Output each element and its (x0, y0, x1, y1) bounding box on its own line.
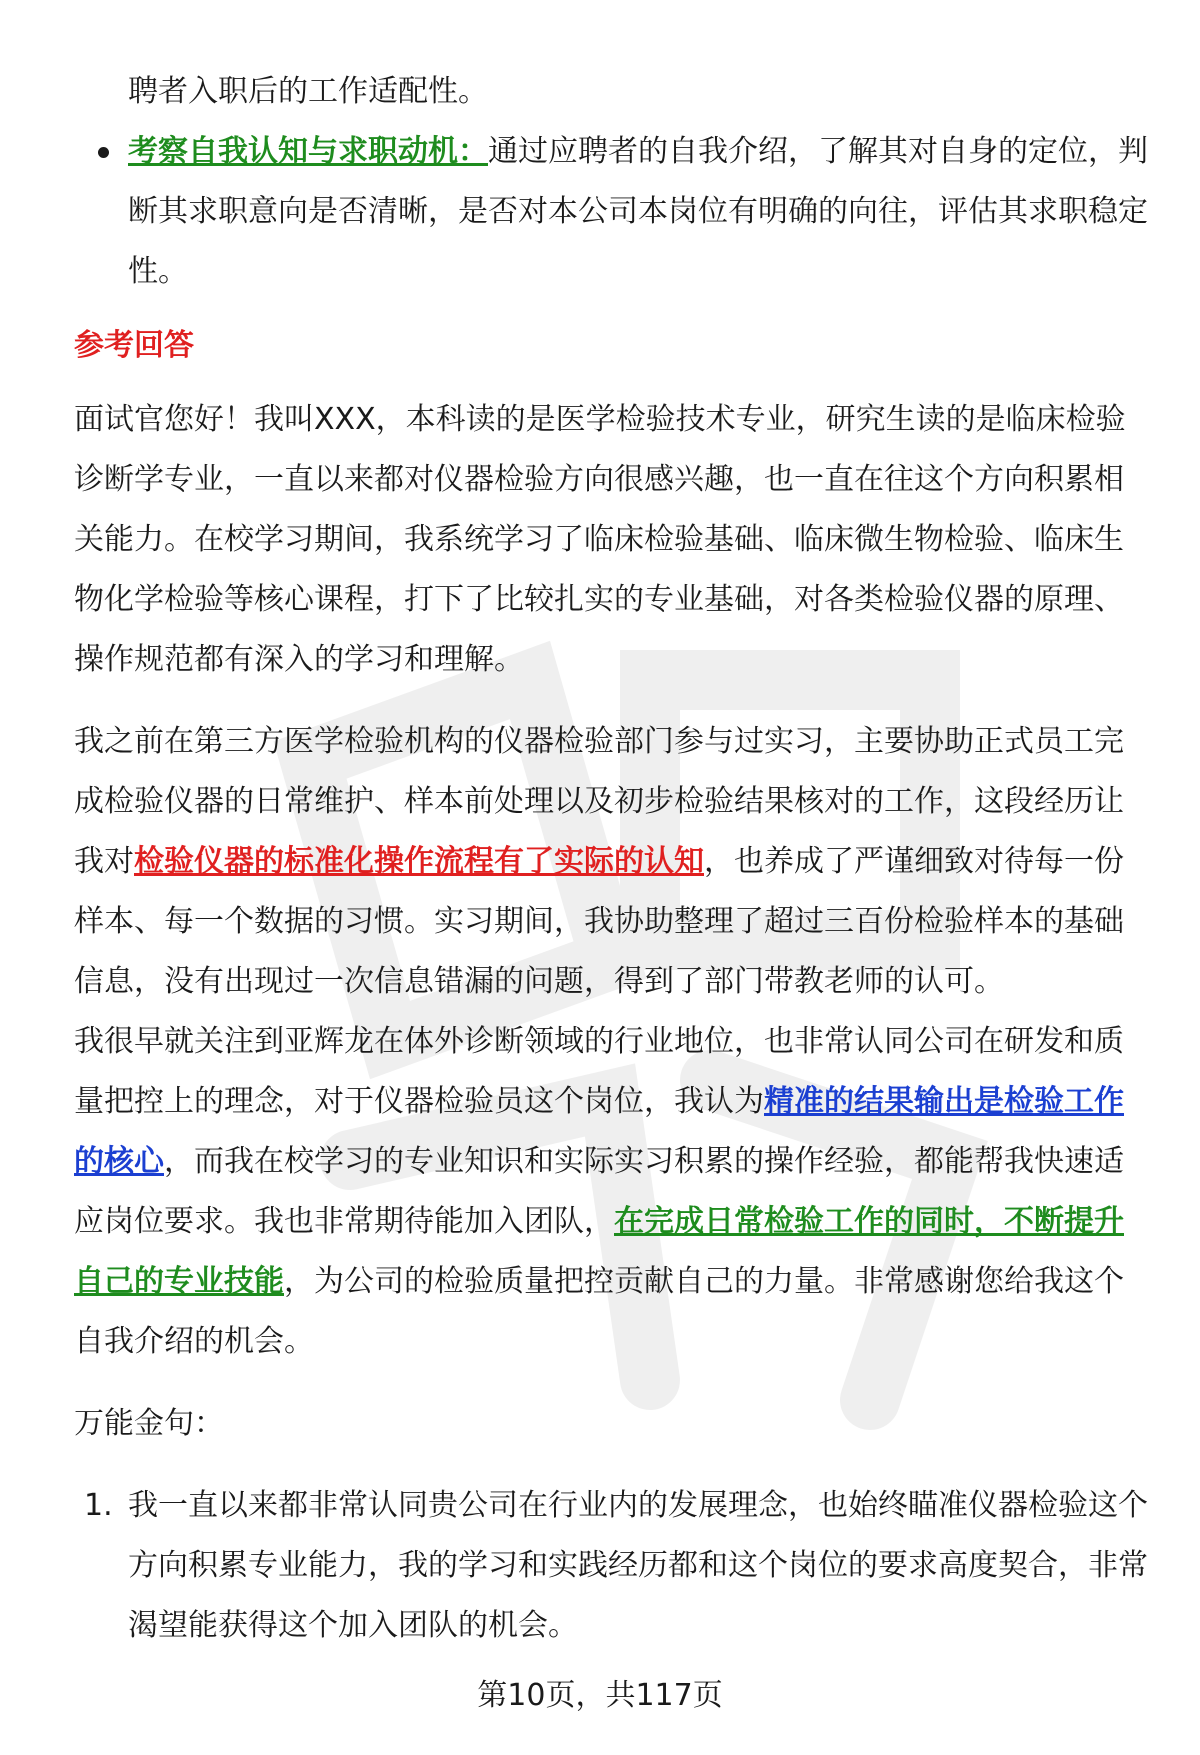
bullet-text: 通过应聘者的自我介绍，了解其对自身的定位，判断其求职意向是否清晰，是否对本公司本岗位有明确的向往，评估其求职稳定性。 (128, 134, 1148, 289)
intro-continuation: 聘者入职后的工作适配性。 (128, 74, 488, 109)
reference-paragraph-1: 面试官您好！我叫XXX，本科读的是医学检验技术专业，研究生读的是临床检验诊断学专业，一直以来都对仪器检验方向很感兴趣，也一直在往这个方向积累相关能力。在校学习期间，我系统学习了临床检验基础、临床微生物检验、临床生物化学检验等核心课程，打下了比较扎实的专业基础，对各类检验仪器的原理、操作规范都有深入的学习和理解。 (74, 402, 1126, 677)
document-body (74, 62, 1148, 1656)
para3-text-before: 我很早就关注到亚辉龙在体外诊断领域的行业地位，也非常认同公司在研发和质量把控上的理念，对于仪器检验员这个岗位，我认为 (74, 1024, 1124, 1119)
list-item-number: 1. (84, 1488, 113, 1523)
bullet-dot-icon (98, 147, 109, 158)
para3-highlight-blue: 精准的结果输出是检验工作的核心 (74, 1084, 1124, 1179)
bullet-label: 考察自我认知与求职动机： (128, 134, 488, 169)
bullet-item-self-awareness (74, 122, 1148, 302)
golden-sentences-heading: 万能金句： (74, 1406, 224, 1441)
reference-paragraph-2 (74, 712, 1148, 1012)
para2-highlight: 检验仪器的标准化操作流程有了实际的认知 (134, 844, 704, 879)
para3-highlight-green: 在完成日常检验工作的同时，不断提升自己的专业技能 (74, 1204, 1124, 1299)
page-number-footer: 第10页，共117页 (477, 1678, 723, 1713)
para2-text-before: 我之前在第三方医学检验机构的仪器检验部门参与过实习，主要协助正式员工完成检验仪器的日常维护、样本前处理以及初步检验结果核对的工作，这段经历让我对 (74, 724, 1124, 879)
golden-list-item (74, 1476, 1148, 1656)
para3-text-after: ，为公司的检验质量把控贡献自己的力量。非常感谢您给我这个自我介绍的机会。 (74, 1264, 1124, 1359)
list-item-text: 我一直以来都非常认同贵公司在行业内的发展理念，也始终瞄准仪器检验这个方向积累专业能力，我的学习和实践经历都和这个岗位的要求高度契合，非常渴望能获得这个加入团队的机会。 (128, 1488, 1148, 1643)
reference-heading: 参考回答 (74, 328, 194, 363)
reference-paragraph-3 (74, 1012, 1148, 1372)
para3-text-middle: ，而我在校学习的专业知识和实际实习积累的操作经验，都能帮我快速适应岗位要求。我也非常期待能加入团队， (74, 1144, 1124, 1239)
para2-text-after: ，也养成了严谨细致对待每一份样本、每一个数据的习惯。实习期间，我协助整理了超过三百份检验样本的基础信息，没有出现过一次信息错漏的问题，得到了部门带教老师的认可。 (74, 844, 1124, 999)
